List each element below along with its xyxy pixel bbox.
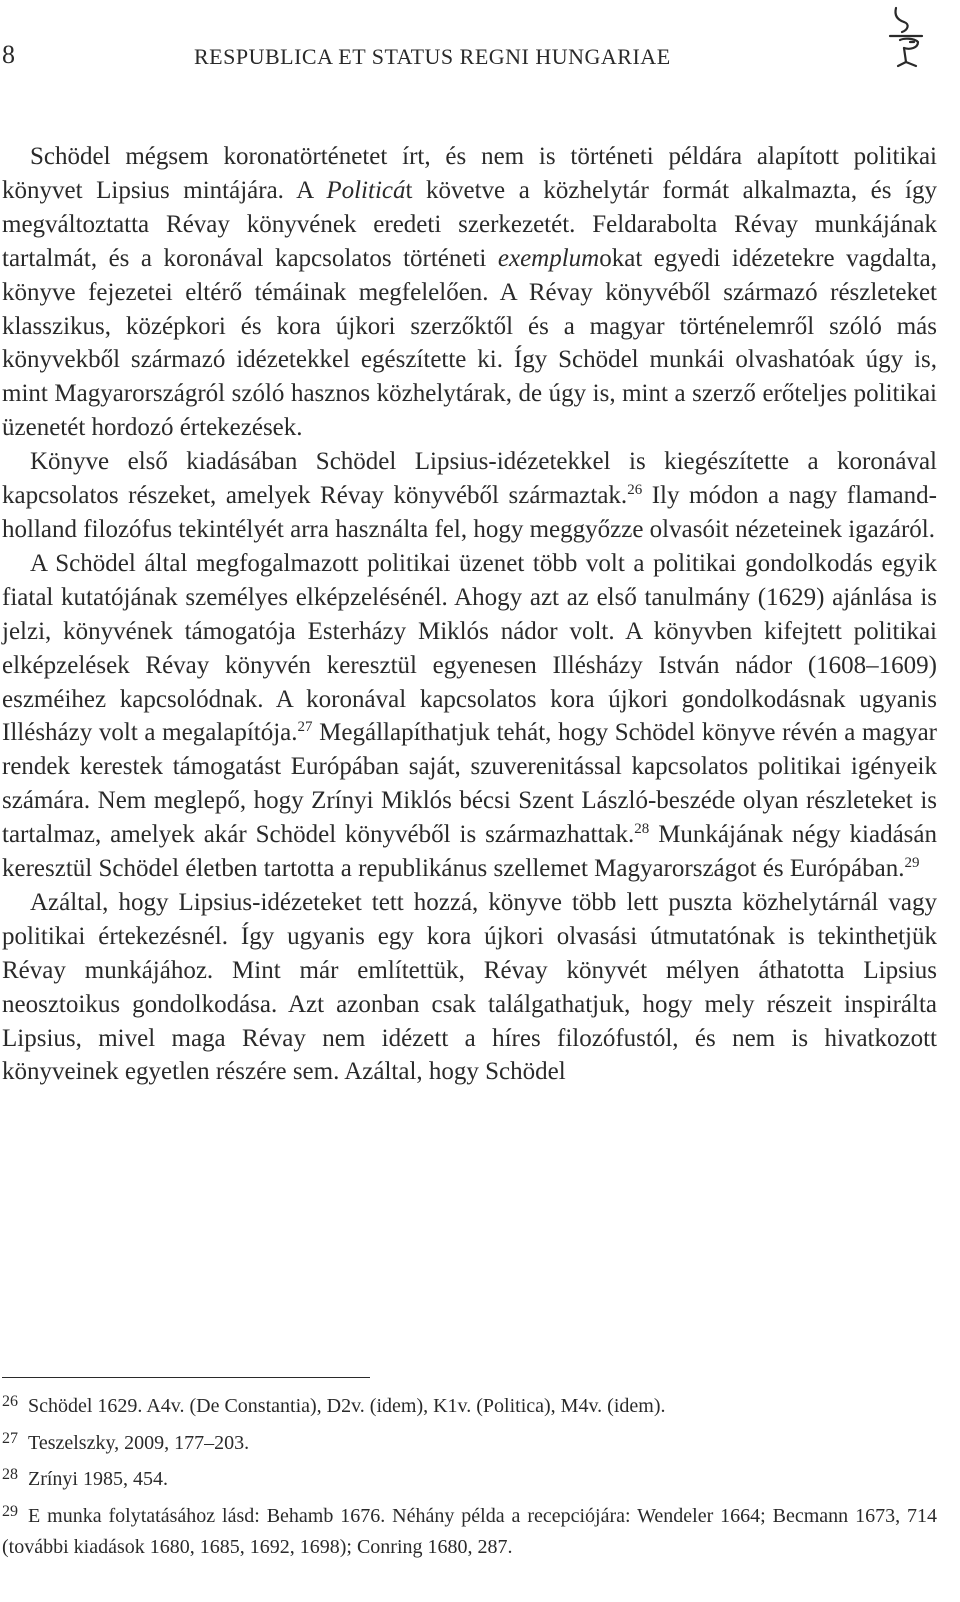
text-run: okat egyedi idézetekre vagdalta, könyve fejezetei eltérő témáinak megfelelően. A Révay könyvéből származó részleteket klasszikus, középkori és kora újkori szerzőktől és a magyar történelemről szóló más könyvekből származó idézetekkel egészítette ki. Így Schödel munkái olvashatóak úgy is, mint Magyarországról szóló hasznos közhelytárak, de úgy is, mint a szerző erőteljes politikai üzenetét hordozó értekezések. — [2, 244, 938, 442]
text-run: Ily módon a nagy flamand-holland filozófus tekintélyét arra használta fel, hogy meggyőzze olvasóit nézeteinek igazáról. — [2, 482, 937, 543]
text-run: Munkájának négy kiadásán keresztül Schödel életben tartotta a republikánus szellemet Magyarországot és Európában. — [2, 821, 938, 883]
running-head: RESPUBLICA ET STATUS REGNI HUNGARIAE — [194, 44, 671, 69]
footnote-ref: 27 — [297, 719, 313, 736]
footnote — [2, 1423, 937, 1460]
footnote-text: Teszelszky, 2009, 177–203. — [28, 1431, 250, 1454]
footnote — [2, 1386, 937, 1423]
footnote-number: 27 — [2, 1429, 18, 1447]
text-run: Azáltal, hogy Lipsius-idézeteket tett hozzá, könyve több lett puszta közhelytárnál vagy politikai értekezésnél. Így ugyanis egy kora újkori olvasási útmutatónak is tekinthetjük Révay munkájához. Mint már említettük, Révay könyvét mélyen áthatotta Lipsius neosztoikus gondolkodása. Azt azonban csak találgathatjuk, hogy mely részeit inspirálta Lipsius, mivel maga Révay nem idézett a híres filozófustól, és nem is hivatkozott könyveinek egyetlen részére sem. Azáltal, hogy Schödel — [2, 888, 937, 1086]
page-number: 8 — [2, 40, 15, 69]
footnote-ref: 26 — [627, 482, 643, 499]
footnote-separator — [2, 1377, 370, 1378]
text-run: Schödel mégsem koronatörténetet írt, és nem is történeti példára alapított politikai könyvet Lipsius mintájára. A — [2, 143, 937, 204]
text-run: Könyve első kiadásában Schödel Lipsius-idézetekkel is kiegészítette a koronával kapcsolatos részeket, amelyek Révay könyvéből származtak. — [2, 448, 937, 510]
footnote-text: Zrínyi 1985, 454. — [28, 1468, 168, 1490]
italic-text: Politicá — [326, 176, 406, 204]
footnote — [2, 1459, 937, 1496]
footnote-ref: 29 — [904, 855, 920, 872]
publisher-logo-icon — [884, 2, 928, 82]
paragraph — [2, 547, 937, 886]
text-run: A Schödel által megfogalmazott politikai üzenet több volt a politikai gondolkodás egyik fiatal kutatójának személyes elképzelésénél. Ahogy azt az első tanulmány (1629) ajánlása is jelzi, könyvének támogatója Esterházy Miklós nádor volt. A könyvben kifejtett politikai elképzelések Révay könyvén keresztül egyenesen Illésházy István nádor (1608–1609) eszméihez kapcsolódnak. A koronával kapcsolatos kora újkori gondolkodásnak ugyanis Illésházy volt a megalapítója. — [2, 549, 937, 747]
footnotes — [2, 1386, 937, 1564]
paragraph — [2, 140, 937, 445]
footnote-text: E munka folytatásához lásd: Behamb 1676. Néhány példa a recepciójára: Wendeler 1664; Becmann 1673, 714 (további kiadások 1680, 1685, 1692, 1698); Conring 1680, 287. — [2, 1504, 937, 1558]
text-run: Megállapíthatjuk tehát, hogy Schödel könyve révén a magyar rendek kerestek támogatást Európában saját, szuverenitással kapcsolatos politikai igényeik számára. Nem meglepő, hogy Zrínyi Miklós bécsi Szent László-beszéde olyan részleteket is tartalmaz, amelyek akár Schödel könyvéből is származhattak. — [2, 719, 937, 849]
body-text — [2, 140, 937, 1089]
footnote — [2, 1496, 937, 1564]
footnote-text: Schödel 1629. A4v. (De Constantia), D2v. (idem), K1v. (Politica), M4v. (idem). — [28, 1395, 666, 1417]
text-run: t követve a közhelytár formát alkalmazta, és így megváltoztatta Révay könyvének eredeti szerkezetét. Feldarabolta Révay munkájának tartalmát, és a koronával kapcsolatos történeti — [2, 176, 938, 272]
italic-text: exemplum — [497, 244, 600, 272]
footnote-number: 29 — [2, 1502, 18, 1520]
paragraph — [2, 886, 937, 1089]
footnote-ref: 28 — [634, 821, 650, 838]
footnote-number: 26 — [2, 1393, 18, 1410]
footnote-number: 28 — [2, 1466, 18, 1483]
page-header — [0, 30, 960, 90]
paragraph — [2, 445, 937, 547]
